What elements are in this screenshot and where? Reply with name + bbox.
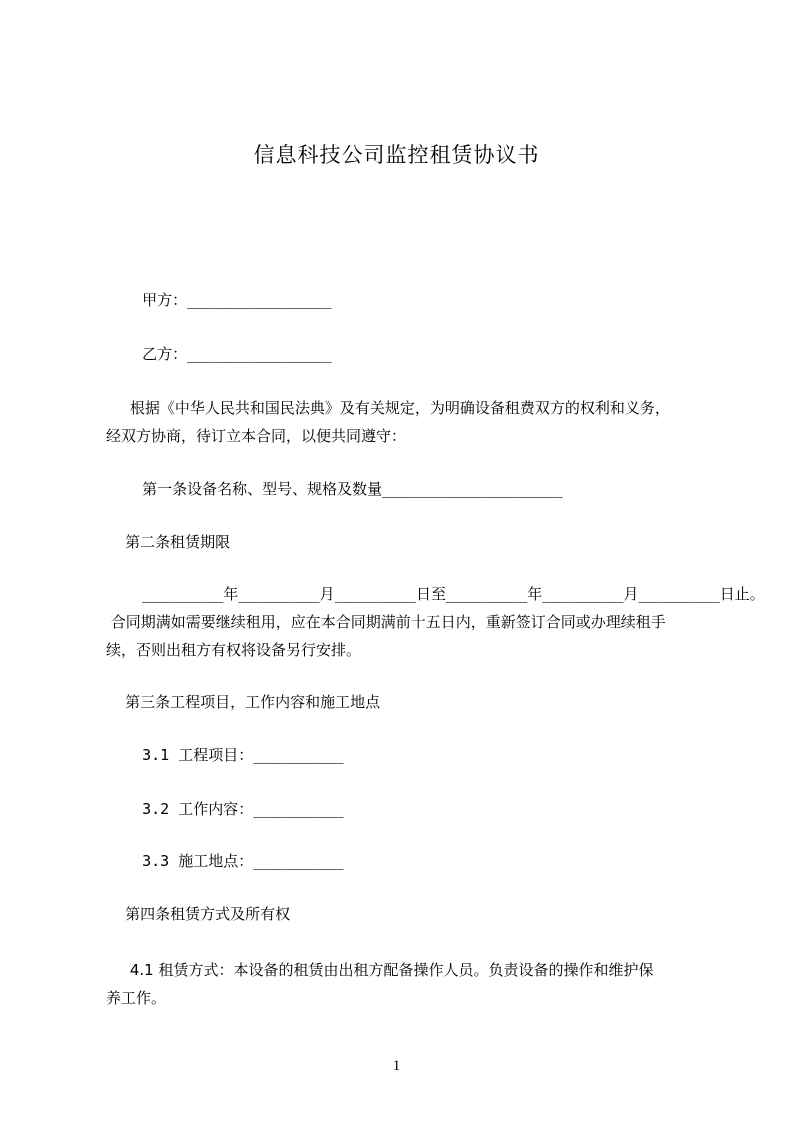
document-title: 信息科技公司监控租赁协议书: [253, 143, 540, 167]
article-1-heading: 第一条设备名称、型号、规格及数量____________________: [106, 480, 563, 498]
article-3-heading: 第三条工程项目，工作内容和施工地点: [106, 693, 381, 711]
site-location-field-line: 3.3 施工地点：__________: [106, 852, 344, 870]
article-4-heading: 第四条租赁方式及所有权: [106, 905, 291, 923]
page-number: 1: [392, 1058, 401, 1074]
party-a-line: 甲方：________________: [106, 291, 332, 309]
lease-renewal-line-2: 续，否则出租方有权将设备另行安排。: [106, 641, 362, 659]
project-field-line: 3.1 工程项目：__________: [106, 746, 344, 764]
lease-method-line-2: 养工作。: [106, 989, 167, 1007]
lease-period-dates: _________年_________月_________日至_________年_________月_________日止。: [106, 585, 765, 603]
party-b-line: 乙方：________________: [106, 345, 332, 363]
work-content-field-line: 3.2 工作内容：__________: [106, 800, 344, 818]
article-2-heading: 第二条租赁期限: [106, 533, 231, 551]
lease-method-line-1: 4.1 租赁方式：本设备的租赁由出租方配备操作人员。负责设备的操作和维护保: [106, 961, 654, 979]
preamble-line-2: 经双方协商，待订立本合同，以便共同遵守：: [106, 427, 407, 445]
lease-renewal-line-1: 合同期满如需要继续租用，应在本合同期满前十五日内，重新签订合同或办理续租手: [106, 613, 666, 631]
preamble-line-1: 根据《中华人民共和国民法典》及有关规定，为明确设备租费双方的权利和义务，: [106, 399, 670, 417]
